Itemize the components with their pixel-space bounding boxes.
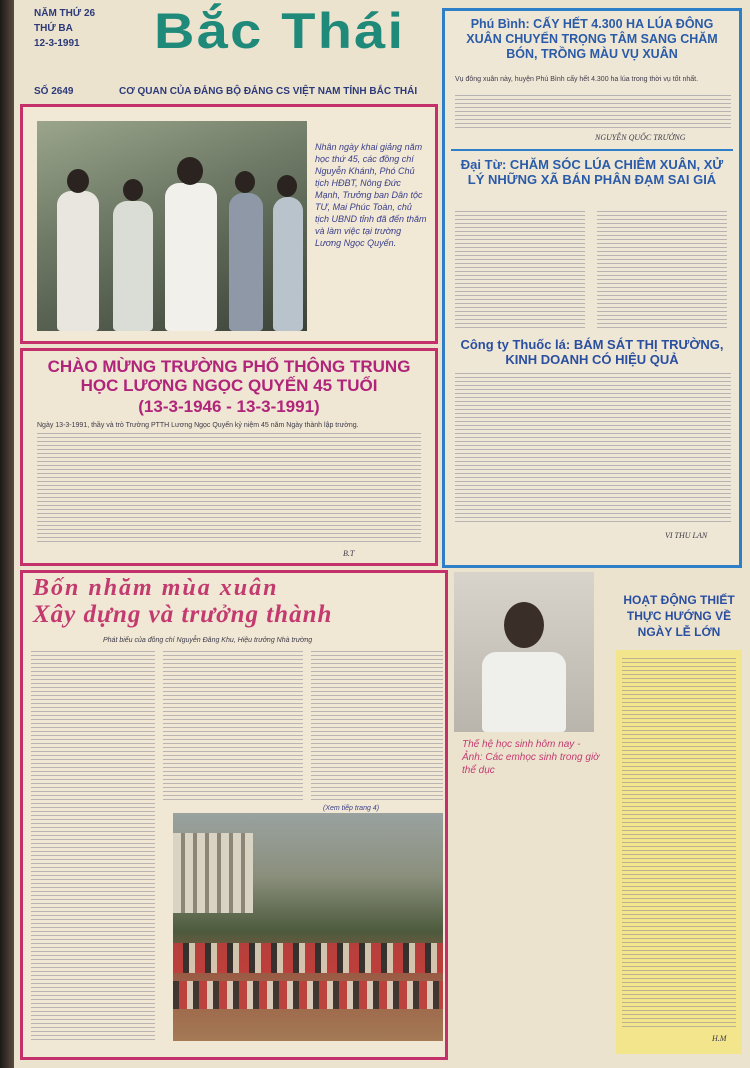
masthead-title: Bắc Thái xyxy=(154,3,406,59)
students-crowd xyxy=(173,943,443,973)
portrait-caption: Thế hệ học sinh hôm nay - Ảnh: Các emhọc sinh trong giờ thể dục xyxy=(462,739,600,776)
figure xyxy=(273,197,303,331)
lower-title-line1: Bốn nhăm mùa xuân xyxy=(33,575,279,601)
figure-head xyxy=(177,157,203,185)
sidebar-panel xyxy=(616,650,742,1054)
sidebar-author: H.M xyxy=(712,1034,727,1043)
school-building xyxy=(173,833,253,913)
portrait-head xyxy=(504,602,544,648)
figure xyxy=(165,183,217,331)
lower-body-col3 xyxy=(311,651,443,801)
feature-body-text xyxy=(37,433,421,545)
dai-tu-body-col1 xyxy=(455,211,585,331)
weekday: THỨ BA xyxy=(34,23,73,34)
feature-signature: B.T xyxy=(343,549,355,558)
phu-binh-headline: Phú Bình: CẤY HẾT 4.300 HA LÚA ĐÔNG XUÂN CHUYỂN TRỌNG TÂM SANG CHĂM BÓN, TRỒNG MÀU VỤ XUÂN xyxy=(466,17,718,61)
phu-binh-author: NGUYỄN QUỐC TRƯỞNG xyxy=(595,133,686,142)
newspaper-page xyxy=(14,0,750,1068)
year-label: NĂM THỨ 26 xyxy=(34,8,96,19)
students-exercise-photo xyxy=(173,813,443,1041)
dai-tu-body-col2 xyxy=(597,211,727,331)
figure-head xyxy=(67,169,89,193)
phu-binh-lead: Vụ đông xuân này, huyện Phú Bình cấy hết 4.300 ha lúa trong thời vụ tốt nhất. xyxy=(455,76,699,83)
figure xyxy=(113,201,153,331)
feature-headline: CHÀO MỪNG TRƯỜNG PHỔ THÔNG TRUNG HỌC LƯƠNG NGỌC QUYẾN 45 TUỔI xyxy=(47,357,411,395)
tobacco-body xyxy=(455,373,731,523)
lower-feature xyxy=(20,570,448,1060)
figure-head xyxy=(277,175,297,197)
figure xyxy=(57,191,99,331)
issue-date: 12-3-1991 xyxy=(34,38,80,49)
students-crowd xyxy=(173,981,443,1009)
photo-caption: Nhân ngày khai giảng năm học thứ 45, các đồng chí Nguyễn Khánh, Phó Chủ tịch HĐBT, Nông Đức Mạnh, Trưởng ban Dân tộc TƯ, Mai Phúc Toàn, chủ tịch UBND tỉnh đã đến thăm và làm việc tại trường Lương Ngọc Quyến. xyxy=(315,142,427,248)
sidebar-headline: HOẠT ĐỘNG THIẾT THỰC HƯỚNG VỀ NGÀY LỄ LỚN xyxy=(623,593,735,639)
lower-body-col2 xyxy=(163,651,303,801)
lower-body-col1 xyxy=(31,651,155,1041)
leaders-visit-photo xyxy=(37,121,307,331)
lower-subtitle: Phát biểu của đồng chí Nguyễn Đăng Khu, Hiệu trưởng Nhà trường xyxy=(103,637,313,644)
top-photo-box xyxy=(20,104,438,344)
tobacco-author: VI THU LAN xyxy=(665,531,708,540)
figure-head xyxy=(235,171,255,193)
continued-note: (Xem tiếp trang 4) xyxy=(323,805,380,812)
right-column xyxy=(442,8,742,568)
dai-tu-headline: Đại Từ: CHĂM SÓC LÚA CHIÊM XUÂN, XỬ LÝ NHỮNG XÃ BÁN PHÂN ĐẠM SAI GIÁ xyxy=(460,157,724,187)
portrait-body xyxy=(482,652,566,732)
principal-portrait xyxy=(454,572,594,732)
feature-dates: (13-3-1946 - 13-3-1991) xyxy=(138,397,320,416)
issue-number: SỐ 2649 xyxy=(34,86,74,97)
sidebar xyxy=(608,592,748,1062)
divider xyxy=(451,149,733,151)
organ-line: CƠ QUAN CỦA ĐẢNG BỘ ĐẢNG CS VIỆT NAM TỈNH BẮC THÁI xyxy=(119,86,418,97)
figure xyxy=(229,193,263,331)
sidebar-body xyxy=(622,658,736,1028)
lower-title-line2: Xây dựng và trưởng thành xyxy=(33,601,333,628)
feature-lead: Ngày 13-3-1991, thầy và trò Trường PTTH Lương Ngọc Quyến kỷ niệm 45 năm Ngày thành lập trường. xyxy=(37,422,359,429)
masthead-meta xyxy=(34,6,95,51)
figure-head xyxy=(123,179,143,201)
binding-spine xyxy=(0,0,14,1068)
tobacco-headline: Công ty Thuốc lá: BÁM SÁT THỊ TRƯỜNG, KINH DOANH CÓ HIỆU QUẢ xyxy=(460,337,724,367)
feature-article xyxy=(20,348,438,566)
phu-binh-body xyxy=(455,95,731,129)
